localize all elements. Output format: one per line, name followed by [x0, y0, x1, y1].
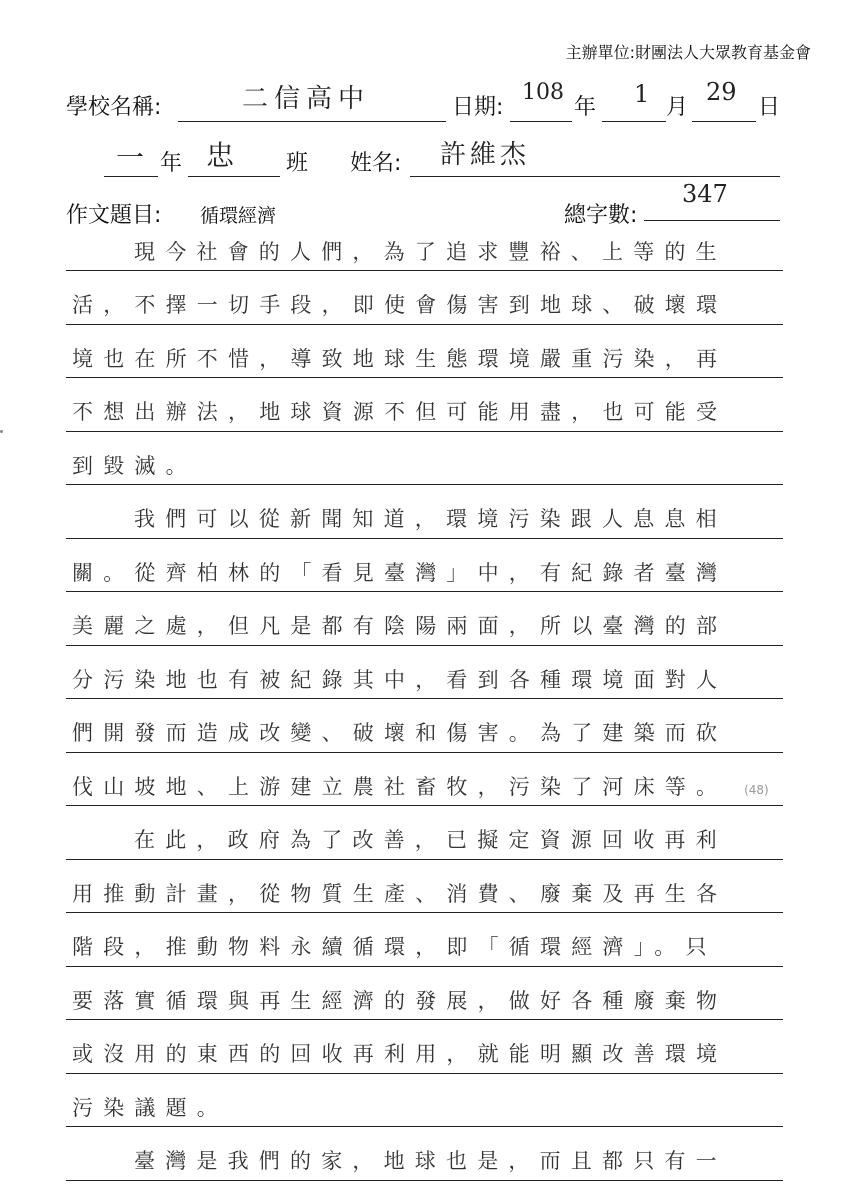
word-count-underline: [644, 220, 780, 221]
name-underline: [410, 176, 780, 177]
ruled-line: [66, 324, 783, 325]
essay-line: 關。從齊柏林的「看見臺灣」中，有紀錄者臺灣: [72, 561, 728, 585]
essay-line: 活，不擇一切手段，即使會傷害到地球、破壞環: [72, 293, 728, 317]
year-underline: [510, 121, 572, 122]
topic-value: 循環經濟: [200, 205, 277, 227]
essay-line: 現今社會的人們，為了追求豐裕、上等的生: [134, 240, 727, 264]
essay-line: 臺灣是我們的家，地球也是，而且都只有一: [134, 1149, 727, 1173]
class-label: 班: [286, 151, 309, 176]
word-count-label: 總字數:: [564, 203, 638, 228]
essay-line: 我們可以從新聞知道，環境污染跟人息息相: [134, 507, 727, 531]
ruled-line: [66, 859, 783, 860]
class-value: 忠: [206, 139, 235, 172]
ruled-line: [66, 645, 783, 646]
grade-value: 一: [116, 141, 145, 174]
month-label: 月: [666, 95, 689, 120]
class-underline: [188, 176, 280, 177]
ruled-line: [66, 1073, 783, 1074]
essay-line: 用推動計畫，從物質生產、消費、廢棄及再生各: [72, 882, 728, 906]
name-label: 姓名:: [350, 151, 402, 176]
day-label: 日: [758, 95, 781, 120]
topic-label: 作文題目:: [66, 203, 162, 228]
essay-line: 不想出辦法，地球資源不但可能用盡，也可能受: [72, 400, 728, 424]
ruled-line: [66, 752, 783, 753]
day-value: 29: [706, 78, 737, 106]
month-value: 1: [634, 80, 650, 108]
year-label: 年: [574, 95, 597, 120]
ruled-line: [66, 377, 783, 378]
margin-count-note: (48): [744, 783, 769, 797]
essay-line: 或沒用的東西的回收再利用，就能明顯改善環境: [72, 1042, 728, 1066]
ruled-line: [66, 1126, 783, 1127]
essay-line: 伐山坡地、上游建立農社畜牧，污染了河床等。: [72, 775, 728, 799]
grade-underline: [104, 176, 158, 177]
essay-line: 要落實循環與再生經濟的發展，做好各種廢棄物: [72, 989, 728, 1013]
ruled-line: [66, 698, 783, 699]
scan-speck: [0, 430, 3, 433]
essay-line: 分污染地也有被紀錄其中，看到各種環境面對人: [72, 668, 728, 692]
day-underline: [692, 121, 756, 122]
ruled-line: [66, 431, 783, 432]
essay-line: 們開發而造成改變、破壞和傷害。為了建築而砍: [72, 721, 728, 745]
name-value: 許維杰: [440, 140, 531, 170]
ruled-line: [66, 1019, 783, 1020]
sponsor-line: 主辦單位:財團法人大眾教育基金會: [565, 43, 811, 62]
grade-label: 年: [160, 151, 183, 176]
ruled-line: [66, 538, 783, 539]
word-count-value: 347: [682, 180, 728, 208]
essay-line: 美麗之處，但凡是都有陰陽兩面，所以臺灣的部: [72, 614, 728, 638]
essay-line: 階段，推動物料永續循環，即「循環經濟」。只: [72, 935, 717, 959]
ruled-line: [66, 1180, 783, 1181]
essay-line: 污染議題。: [72, 1096, 228, 1120]
ruled-line: [66, 591, 783, 592]
school-value: 二信高中: [242, 84, 371, 114]
year-value: 108: [522, 80, 564, 105]
ruled-line: [66, 270, 783, 271]
month-underline: [602, 121, 666, 122]
ruled-line: [66, 484, 783, 485]
ruled-line: [66, 966, 783, 967]
essay-line: 境也在所不惜，導致地球生態環境嚴重污染，再: [72, 347, 728, 371]
essay-line: 到毀滅。: [72, 454, 197, 478]
ruled-line: [66, 805, 783, 806]
ruled-line: [66, 912, 783, 913]
date-label: 日期:: [452, 95, 504, 120]
essay-line: 在此，政府為了改善，已擬定資源回收再利: [134, 828, 727, 852]
school-label: 學校名稱:: [66, 95, 162, 120]
school-underline: [178, 121, 446, 122]
